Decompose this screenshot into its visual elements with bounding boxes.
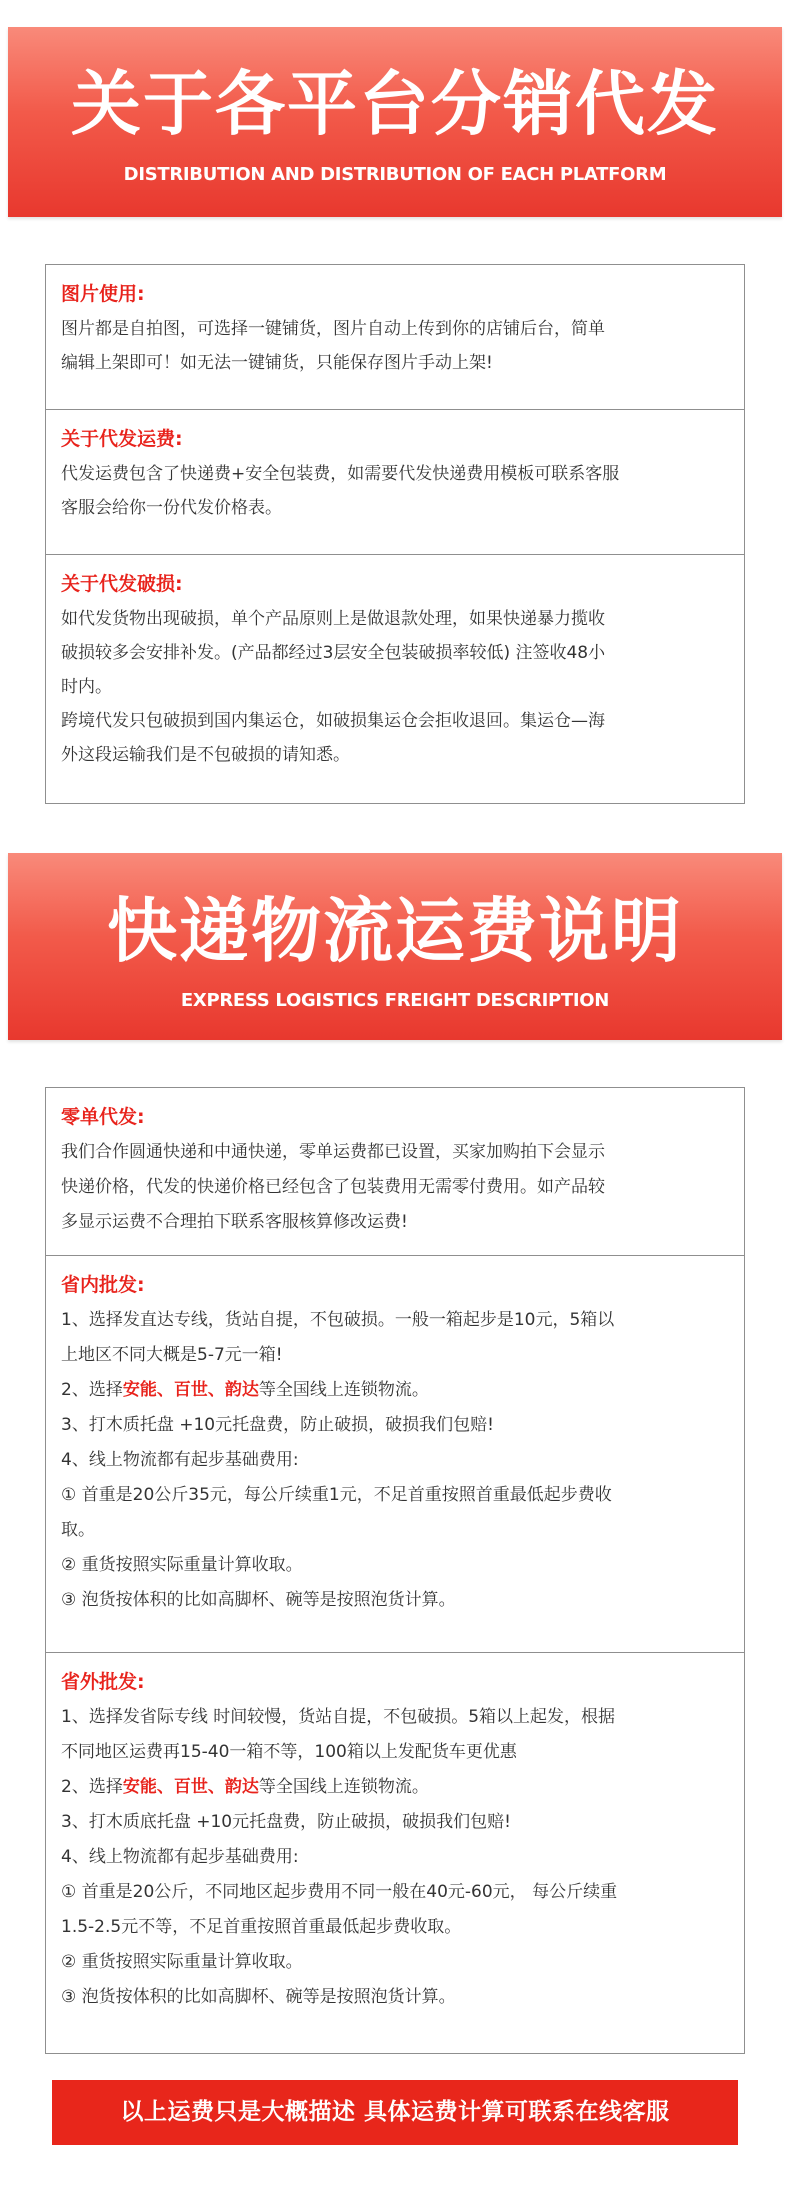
text-line: ③ 泡货按体积的比如高脚杯、碗等是按照泡货计算。 (61, 1590, 456, 1610)
carrier-names: 安能、百世、韵达 (122, 1380, 259, 1400)
text-line: ② 重货按照实际重量计算收取。 (61, 1555, 303, 1575)
section-title: 省内批发: (61, 1274, 145, 1296)
text-line: 4、线上物流都有起步基础费用: (61, 1847, 299, 1867)
text-line: 破损较多会安排补发。(产品都经过3层安全包装破损率较低) 注签收48小 (61, 643, 606, 663)
text-line: 1、选择发直达专线，货站自提，不包破损。一般一箱起步是10元，5箱以 (61, 1310, 615, 1330)
logistics-info-panel (45, 1087, 745, 2054)
section-title: 关于代发破损: (61, 573, 183, 595)
text-line: 代发运费包含了快递费+安全包装费，如需要代发快递费用模板可联系客服 (61, 464, 620, 484)
header-banner-distribution (8, 27, 782, 217)
carrier-names: 安能、百世、韵达 (122, 1777, 259, 1797)
in-province-wholesale-section (46, 1255, 744, 1652)
text-line: 如代发货物出现破损，单个产品原则上是做退款处理，如果快递暴力揽收 (61, 609, 605, 629)
text-line: 取。 (61, 1520, 95, 1540)
text-line: 图片都是自拍图，可选择一键铺货，图片自动上传到你的店铺后台，简单 (61, 319, 605, 339)
text-line: 3、打木质底托盘 +10元托盘费，防止破损，破损我们包赔! (61, 1812, 511, 1832)
text-line: 1.5-2.5元不等，不足首重按照首重最低起步费收取。 (61, 1917, 462, 1937)
text-line: 1、选择发省际专线 时间较慢，货站自提，不包破损。5箱以上起发，根据 (61, 1707, 616, 1727)
text-line: 跨境代发只包破损到国内集运仓，如破损集运仓会拒收退回。集运仓—海 (61, 711, 605, 731)
footer-note-bar: 以上运费只是大概描述 具体运费计算可联系在线客服 (52, 2080, 738, 2145)
text-line: ① 首重是20公斤，不同地区起步费用不同一般在40元-60元， 每公斤续重 (61, 1882, 618, 1902)
damage-section (46, 554, 744, 805)
header-banner-logistics (8, 853, 782, 1040)
text-line: 快递价格，代发的快递价格已经包含了包装费用无需零付费用。如产品较 (61, 1177, 605, 1197)
text-line: 时内。 (61, 677, 112, 697)
banner-title: 快递物流运费说明 (107, 890, 683, 972)
text-line: 客服会给你一份代发价格表。 (61, 498, 282, 518)
shipping-fee-section (46, 409, 744, 554)
text-line: 我们合作圆通快递和中通快递，零单运费都已设置，买家加购拍下会显示 (61, 1142, 605, 1162)
banner-title: 关于各平台分销代发 (71, 63, 719, 145)
text-line: 多显示运费不合理拍下联系客服核算修改运费! (61, 1212, 408, 1232)
section-title: 关于代发运费: (61, 428, 183, 450)
text-line (61, 1373, 744, 1408)
out-province-wholesale-section (46, 1652, 744, 2055)
text-line (61, 1770, 744, 1805)
text-line: 4、线上物流都有起步基础费用: (61, 1450, 299, 1470)
text-line: 不同地区运费再15-40一箱不等，100箱以上发配货车更优惠 (61, 1742, 517, 1762)
text-fragment: 等全国线上连锁物流。 (258, 1777, 429, 1797)
text-line: 3、打木质托盘 +10元托盘费，防止破损，破损我们包赔! (61, 1415, 494, 1435)
section-title: 省外批发: (61, 1671, 145, 1693)
distribution-info-panel (45, 264, 745, 804)
text-line: 外这段运输我们是不包破损的请知悉。 (61, 745, 350, 765)
banner-subtitle: DISTRIBUTION AND DISTRIBUTION OF EACH PLATFORM (123, 164, 667, 185)
banner-subtitle: EXPRESS LOGISTICS FREIGHT DESCRIPTION (180, 990, 610, 1011)
text-line: 编辑上架即可！如无法一键铺货，只能保存图片手动上架! (61, 353, 493, 373)
text-line: ③ 泡货按体积的比如高脚杯、碗等是按照泡货计算。 (61, 1987, 456, 2007)
text-fragment: 2、选择 (61, 1380, 123, 1400)
section-title: 零单代发: (61, 1106, 145, 1128)
text-line: ① 首重是20公斤35元，每公斤续重1元，不足首重按照首重最低起步费收 (61, 1485, 612, 1505)
image-usage-section (46, 265, 744, 409)
text-fragment: 2、选择 (61, 1777, 123, 1797)
section-title: 图片使用: (61, 283, 145, 305)
text-line: ② 重货按照实际重量计算收取。 (61, 1952, 303, 1972)
text-line: 上地区不同大概是5-7元一箱! (61, 1345, 283, 1365)
text-fragment: 等全国线上连锁物流。 (258, 1380, 429, 1400)
single-order-section (46, 1088, 744, 1255)
